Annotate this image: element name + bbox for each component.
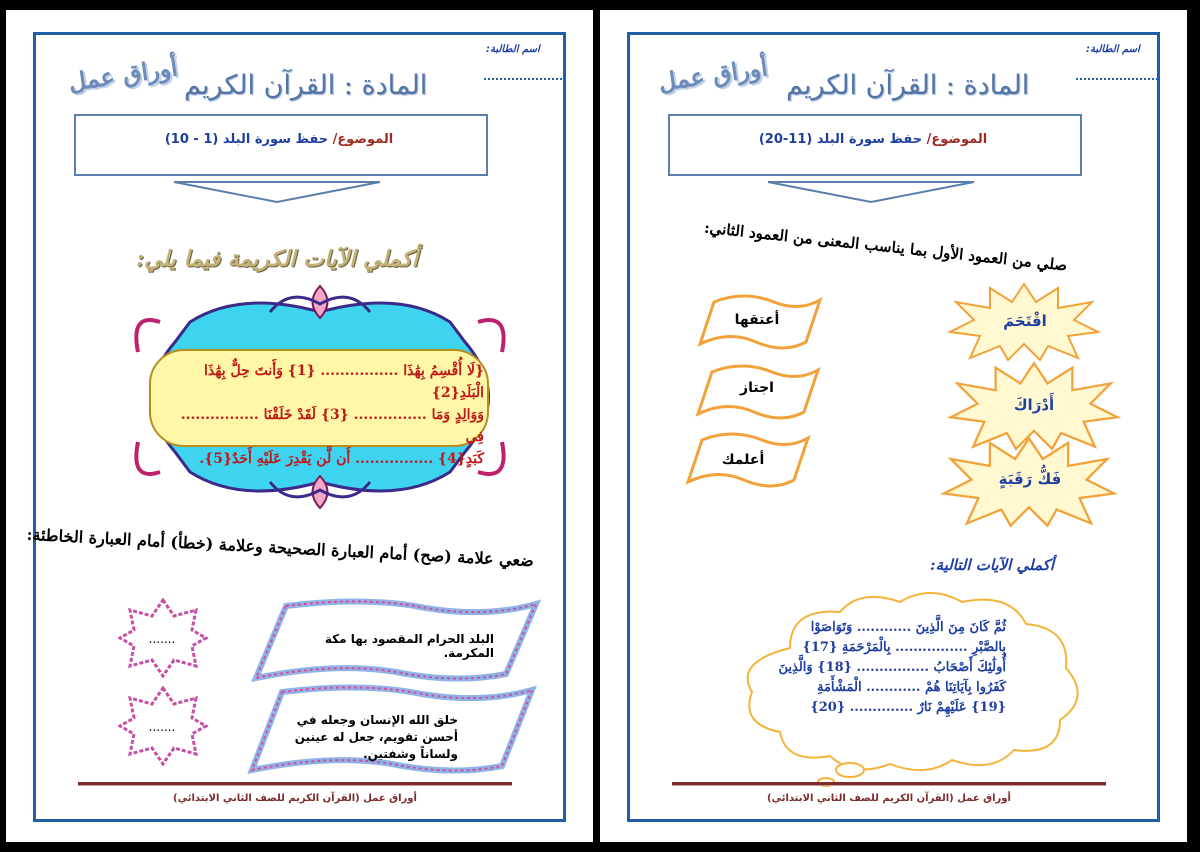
column-one-item-2[interactable]: أَدْرَاكَ <box>1013 396 1055 414</box>
topic-label: الموضوع/ <box>926 132 988 147</box>
verse-block <box>158 360 484 470</box>
worksheet-page-right <box>600 10 1187 842</box>
down-arrow-icon <box>172 180 382 204</box>
footer-text: أوراق عمل (القرآن الكريم للصف الثاني الابتدائي) <box>767 793 1011 804</box>
verse-line-3: كَبَدٍ{4} ................ أَن لَّن يَقْدِرَ عَلَيْهِ أَحَدٌ{5}. <box>199 451 484 467</box>
column-one-item-1[interactable]: اقْتَحَمَ <box>1003 312 1047 330</box>
down-arrow-icon <box>766 180 976 204</box>
worksheets-wordart: أوراق عمل <box>656 52 770 97</box>
verse-line-2: وَوَالِدٍ وَمَا ............... {3} لَقَدْ خَلَقْنَا ................ فِي <box>180 407 484 445</box>
subject-title: المادة : القرآن الكريم <box>786 70 1030 101</box>
column-two-item-1[interactable]: أعتقها <box>734 312 780 328</box>
verse-line-1: {لَا أُقْسِمُ بِهَٰذَا ................ {1} وَأَنتَ حِلٌّ بِهَٰذَا الْبَلَدِ{2} <box>204 363 484 401</box>
student-name-label: اسم الطالبة: <box>1086 44 1140 55</box>
complete-verses-heading: أكملي الآيات التالية: <box>930 556 1054 574</box>
subject-title: المادة : القرآن الكريم <box>184 70 428 101</box>
verse-line-5: {19} عَلَيْهِمْ نَارٌ .............. {20} <box>810 700 1006 715</box>
true-false-heading: ضعي علامة (صح) أمام العبارة الصحيحة وعلامة (خطأ) أمام العبارة الخاطئة: <box>26 524 535 571</box>
student-name-field[interactable] <box>1076 78 1158 80</box>
topic-label: الموضوع/ <box>332 132 394 147</box>
answer-blank[interactable]: ....... <box>148 720 176 734</box>
verse-line-4: كَفَرُوا بِآيَاتِنَا هُمْ ............ الْمَشْأَمَةِ <box>817 680 1006 695</box>
worksheet-page-left <box>6 10 593 842</box>
verse-line-3: أُولَٰئِكَ أَصْحَابُ ................ {18} وَالَّذِينَ <box>778 660 1006 675</box>
student-name-field[interactable] <box>484 78 566 80</box>
verse-line-2: بِالصَّبْرِ ................ بِالْمَرْحَمَةِ {17} <box>802 640 1006 655</box>
matching-heading: صلي من العمود الأول بما يناسب المعنى من العمود الثاني: <box>703 218 1069 275</box>
column-one-item-3[interactable]: فَكُّ رَقَبَةٍ <box>998 470 1062 488</box>
student-name-label: اسم الطالبة: <box>486 44 540 55</box>
answer-blank[interactable]: ....... <box>148 632 176 646</box>
statement-1: البلد الحرام المقصود بها مكة المكرمة. <box>324 632 494 660</box>
verse-block <box>770 618 1006 718</box>
footer-text: أوراق عمل (القرآن الكريم للصف الثاني الابتدائي) <box>173 793 417 804</box>
footer-divider <box>672 782 1106 786</box>
worksheets-wordart: أوراق عمل <box>66 52 180 97</box>
column-two-item-2[interactable]: اجتاز <box>740 380 774 396</box>
footer-divider <box>78 782 512 786</box>
topic-line <box>74 132 484 147</box>
verse-line-1: ثُمَّ كَانَ مِنَ الَّذِينَ ............ وَتَوَاصَوْا <box>810 620 1006 635</box>
complete-verses-heading: أكملي الآيات الكريمة فيما يلي: <box>136 246 418 272</box>
topic-value: حفظ سورة البلد (11-20) <box>758 132 923 147</box>
column-two-item-3[interactable]: أعلمك <box>721 452 765 468</box>
topic-value: حفظ سورة البلد (1 - 10) <box>164 132 329 147</box>
statement-2: خلق الله الإنسان وجعله في أحسن تقويم، جعل له عينين ولساناً وشفتين. <box>294 713 458 761</box>
topic-line <box>668 132 1078 147</box>
